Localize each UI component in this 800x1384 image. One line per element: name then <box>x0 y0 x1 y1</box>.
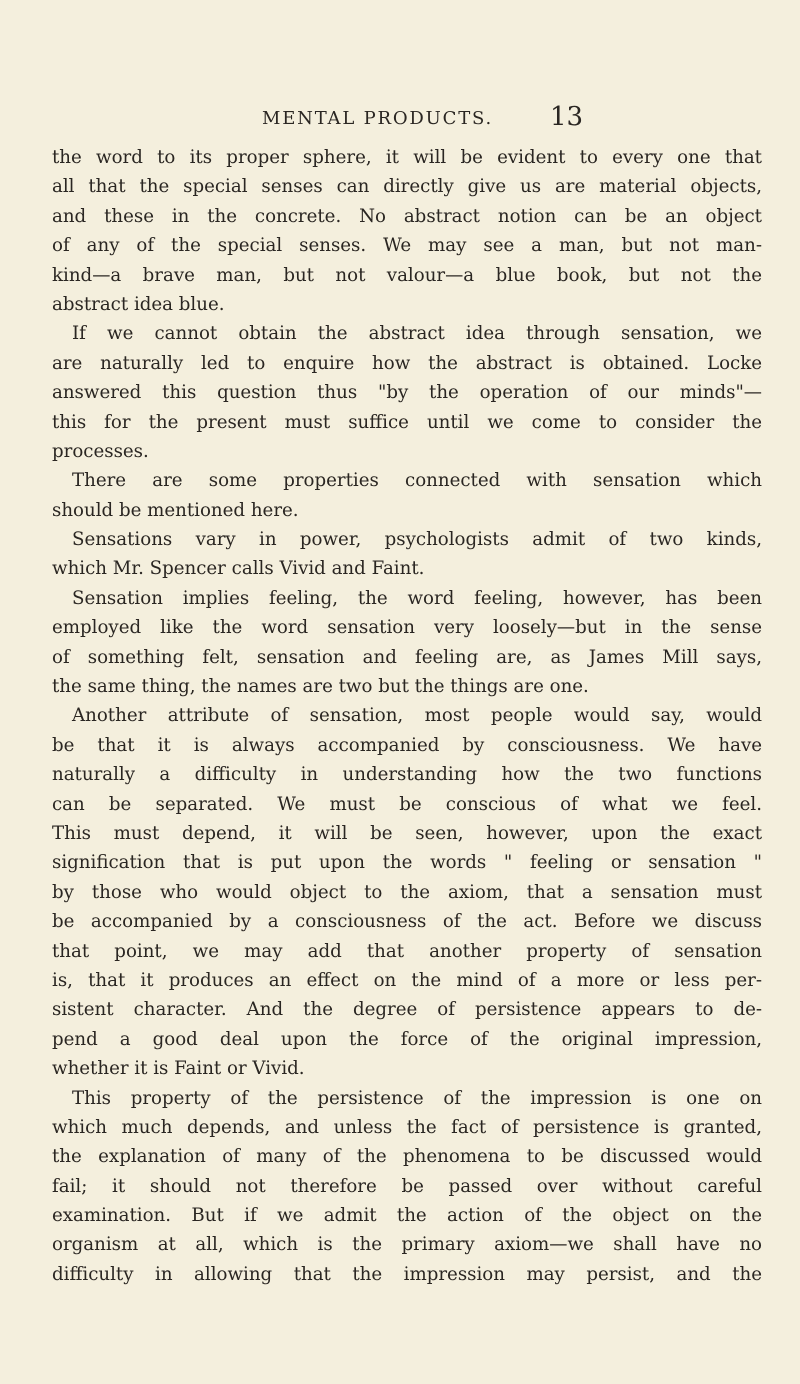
body-text <box>52 143 762 1289</box>
text-line: This property of the persistence of the impression is one on <box>72 1087 762 1109</box>
text-line: Sensation implies feeling, the word feeling, however, has been <box>72 587 762 609</box>
text-line: the explanation of many of the phenomena to be discussed would <box>52 1146 762 1168</box>
page-header <box>262 102 622 132</box>
text-line: be accompanied by a consciousness of the act. Before we discuss <box>52 911 762 933</box>
text-line: which Mr. Spencer calls Vivid and Faint. <box>52 558 425 580</box>
text-line: this for the present must suffice until we come to consider the <box>52 411 762 433</box>
text-line: fail; it should not therefore be passed over without careful <box>52 1175 762 1197</box>
text-line: organism at all, which is the primary axiom—we shall have no <box>52 1234 762 1256</box>
running-head: MENTAL PRODUCTS. <box>262 108 494 129</box>
text-line: answered this question thus "by the operation of our minds"— <box>52 382 762 404</box>
text-line: kind—a brave man, but not valour—a blue book, but not the <box>52 264 762 286</box>
text-line: If we cannot obtain the abstract idea through sensation, we <box>72 323 762 345</box>
text-line: employed like the word sensation very loosely—but in the sense <box>52 617 762 639</box>
text-line: by those who would object to the axiom, that a sensation must <box>52 881 762 903</box>
text-line: There are some properties connected with sensation which <box>72 470 762 492</box>
text-line: be that it is always accompanied by consciousness. We have <box>52 734 762 756</box>
text-line: Sensations vary in power, psychologists admit of two kinds, <box>72 529 762 551</box>
text-line: pend a good deal upon the force of the original impression, <box>52 1028 762 1050</box>
page-number: 13 <box>550 102 584 132</box>
text-line: difficulty in allowing that the impression may persist, and the <box>52 1263 762 1285</box>
text-line: is, that it produces an effect on the mind of a more or less per- <box>52 969 762 991</box>
text-line: that point, we may add that another property of sensation <box>52 940 762 962</box>
text-line: and these in the concrete. No abstract notion can be an object <box>52 205 762 227</box>
text-line: which much depends, and unless the fact of persistence is granted, <box>52 1116 762 1138</box>
text-line: examination. But if we admit the action of the object on the <box>52 1205 762 1227</box>
text-line: are naturally led to enquire how the abstract is obtained. Locke <box>52 352 762 374</box>
text-line: of any of the special senses. We may see a man, but not man- <box>52 235 762 257</box>
text-line: all that the special senses can directly give us are material objects, <box>52 176 762 198</box>
text-line: signification that is put upon the words " feeling or sensation " <box>52 852 762 874</box>
text-line: This must depend, it will be seen, however, upon the exact <box>52 822 762 844</box>
text-line: the same thing, the names are two but the things are one. <box>52 676 589 698</box>
text-line: of something felt, sensation and feeling are, as James Mill says, <box>52 646 762 668</box>
text-line: the word to its proper sphere, it will be evident to every one that <box>52 147 762 168</box>
text-line: should be mentioned here. <box>52 499 299 521</box>
text-line: abstract idea blue. <box>52 293 225 315</box>
text-line: naturally a difficulty in understanding how the two functions <box>52 764 762 786</box>
text-line: processes. <box>52 440 149 462</box>
text-line: sistent character. And the degree of persistence appears to de- <box>52 999 762 1021</box>
text-line: Another attribute of sensation, most people would say, would <box>72 705 762 727</box>
text-line: can be separated. We must be conscious of what we feel. <box>52 793 762 815</box>
text-line: whether it is Faint or Vivid. <box>52 1058 305 1080</box>
